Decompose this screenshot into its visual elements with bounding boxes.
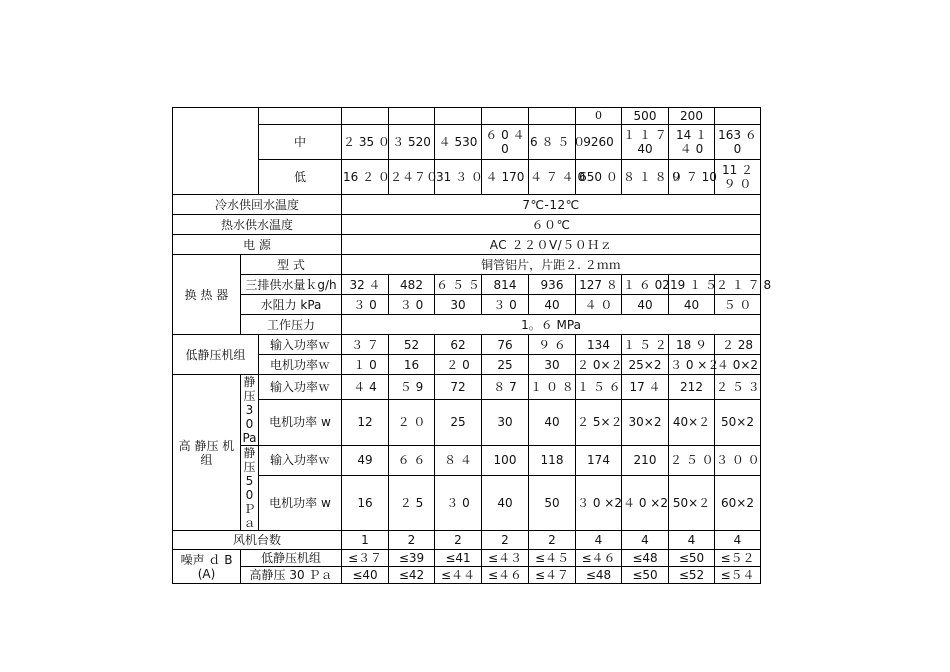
value-cell: [342, 108, 389, 125]
value-cell: ４ 170: [482, 160, 529, 195]
noise-low-label: 低静压机组: [241, 550, 342, 567]
value-cell: 32 ４: [342, 275, 389, 295]
high-static-30-input-row: [173, 375, 761, 400]
hs30-motor-label: 电机功率 w: [259, 399, 342, 445]
value-cell: ≤５２: [715, 550, 761, 567]
top-row-mid: [173, 125, 761, 160]
value-cell: ≤３７: [342, 550, 389, 567]
hs30-input-label: 输入功率ｗ: [259, 375, 342, 400]
value-cell: 40: [529, 295, 576, 315]
value-cell: ≤42: [389, 567, 435, 584]
fan-count-row: [173, 531, 761, 550]
hs50-motor-label: 电机功率 w: [259, 475, 342, 530]
value-cell: 100: [482, 446, 529, 476]
noise-low-row: [173, 550, 761, 567]
value-cell: ≤50: [622, 567, 669, 584]
value-cell: ≤40: [342, 567, 389, 584]
power-label: 电 源: [173, 235, 342, 255]
heat-exchanger-label: 换 热 器: [173, 255, 241, 335]
value-cell: 163 ６ 0: [715, 125, 761, 160]
value-cell: 9260: [576, 125, 622, 160]
value-cell: [529, 108, 576, 125]
value-cell: 6 ８ ５ ０: [529, 125, 576, 160]
low-static-label: 低静压机组: [173, 335, 259, 375]
value-cell: 650 ０: [576, 160, 622, 195]
top-row-0: [173, 108, 761, 125]
blank-cell: [259, 108, 342, 125]
value-cell: ≤４５: [529, 550, 576, 567]
value-cell: ≤52: [669, 567, 715, 584]
value-cell: ３ 0 ×2: [576, 475, 622, 530]
value-cell: 936: [529, 275, 576, 295]
hx-type-label: 型 式: [241, 255, 342, 275]
value-cell: 2: [529, 531, 576, 550]
value-cell: ９ ６: [529, 335, 576, 355]
value-cell: ２ ５ ３: [715, 375, 761, 400]
value-cell: [482, 108, 529, 125]
value-cell: ９ ７ 10: [669, 160, 715, 195]
high-static-50-motor-row: [173, 475, 761, 530]
value-cell: １ ６ 02: [622, 275, 669, 295]
value-cell: 16: [389, 355, 435, 375]
value-cell: ８ 7: [482, 375, 529, 400]
high-static-30-motor-row: [173, 399, 761, 445]
value-cell: 2: [389, 531, 435, 550]
value-cell: ２ 5: [389, 475, 435, 530]
high-static-label: 高 静压 机组: [173, 375, 241, 531]
value-cell: ≤41: [435, 550, 482, 567]
value-cell: 16 ２ ０: [342, 160, 389, 195]
value-cell: 14 １ ４ 0: [669, 125, 715, 160]
value-cell: 72: [435, 375, 482, 400]
value-cell: ≤48: [576, 567, 622, 584]
value-cell: ３ 0: [435, 475, 482, 530]
low-static-motor-row: [173, 355, 761, 375]
value-cell: ６ 0 ４ 0: [482, 125, 529, 160]
value-cell: 118: [529, 446, 576, 476]
value-cell: 40: [482, 475, 529, 530]
speed-mid-label: 中: [259, 125, 342, 160]
value-cell: ≤39: [389, 550, 435, 567]
hot-water-value: ６０℃: [342, 215, 761, 235]
speed-low-label: 低: [259, 160, 342, 195]
value-cell: ２ 0: [435, 355, 482, 375]
value-cell: 0: [576, 108, 622, 125]
chilled-water-label: 冷水供回水温度: [173, 195, 342, 215]
value-cell: 30: [435, 295, 482, 315]
low-static-input-row: [173, 335, 761, 355]
value-cell: 40: [622, 295, 669, 315]
value-cell: 174: [576, 446, 622, 476]
value-cell: 16: [342, 475, 389, 530]
static-30pa-label: 静压30 Pa: [242, 375, 257, 445]
value-cell: ２ 5×２: [576, 399, 622, 445]
value-cell: ≤４７: [529, 567, 576, 584]
value-cell: 50×2: [715, 399, 761, 445]
value-cell: 500: [622, 108, 669, 125]
value-cell: 30: [482, 399, 529, 445]
value-cell: 30×2: [622, 399, 669, 445]
value-cell: 40: [669, 295, 715, 315]
value-cell: ２４７０: [389, 160, 435, 195]
value-cell: 40×２: [669, 399, 715, 445]
value-cell: １ ５ ２: [622, 335, 669, 355]
value-cell: ５ 9: [389, 375, 435, 400]
value-cell: ４ ０: [576, 295, 622, 315]
value-cell: 60×2: [715, 475, 761, 530]
value-cell: 127 ８: [576, 275, 622, 295]
value-cell: 19 １ ５: [669, 275, 715, 295]
hx-resistance-label: 水阻力 kPa: [241, 295, 342, 315]
value-cell: 1: [342, 531, 389, 550]
value-cell: ２ ５ ０: [669, 446, 715, 476]
fan-count-label: 风机台数: [173, 531, 342, 550]
value-cell: ２ 28: [715, 335, 761, 355]
top-row-low: [173, 160, 761, 195]
hx-resistance-row: [173, 295, 761, 315]
value-cell: ２ ０: [389, 399, 435, 445]
value-cell: 52: [389, 335, 435, 355]
value-cell: 25: [435, 399, 482, 445]
value-cell: 2: [435, 531, 482, 550]
value-cell: 31 ３ ０: [435, 160, 482, 195]
value-cell: ≤48: [622, 550, 669, 567]
low-static-input-label: 输入功率ｗ: [259, 335, 342, 355]
noise-high-label: 高静压 30 Ｐａ: [241, 567, 342, 584]
value-cell: 814: [482, 275, 529, 295]
value-cell: [389, 108, 435, 125]
value-cell: 12: [342, 399, 389, 445]
value-cell: 62: [435, 335, 482, 355]
value-cell: 134: [576, 335, 622, 355]
value-cell: ４ 530: [435, 125, 482, 160]
value-cell: 18 ９: [669, 335, 715, 355]
value-cell: ２ 35 ０: [342, 125, 389, 160]
power-value: AC ２２０V/５０Ｈｚ: [342, 235, 761, 255]
value-cell: ３ 0: [482, 295, 529, 315]
hot-water-row: [173, 215, 761, 235]
spec-table: [172, 107, 772, 584]
value-cell: ３ ７: [342, 335, 389, 355]
value-cell: ２ 0×２: [576, 355, 622, 375]
value-cell: １ ０ ８: [529, 375, 576, 400]
value-cell: ≤４６: [576, 550, 622, 567]
hx-pressure-label: 工作压力: [241, 315, 342, 335]
value-cell: ４ 0×2: [715, 355, 761, 375]
value-cell: 4: [576, 531, 622, 550]
value-cell: ≤４６: [482, 567, 529, 584]
hx-type-value: 铜管铝片，片距２. ２ｍｍ: [342, 255, 761, 275]
hx-type-row: [173, 255, 761, 275]
value-cell: 2: [482, 531, 529, 550]
value-cell: 40: [529, 399, 576, 445]
value-cell: ３ 0: [389, 295, 435, 315]
chilled-water-value: 7℃-12℃: [342, 195, 761, 215]
value-cell: ５ ０: [715, 295, 761, 315]
blank-cell: [173, 108, 259, 195]
value-cell: ≤４３: [482, 550, 529, 567]
value-cell: 212: [669, 375, 715, 400]
value-cell: １ ５ ６: [576, 375, 622, 400]
value-cell: [715, 108, 761, 125]
value-cell: ６ ５ ５: [435, 275, 482, 295]
value-cell: ≤４４: [435, 567, 482, 584]
chilled-water-row: [173, 195, 761, 215]
value-cell: 4: [669, 531, 715, 550]
value-cell: 76: [482, 335, 529, 355]
static-50pa-label: 静压50 Ｐａ: [241, 446, 259, 531]
value-cell: 25×2: [622, 355, 669, 375]
value-cell: 50: [529, 475, 576, 530]
value-cell: 482: [389, 275, 435, 295]
value-cell: ６ ６: [389, 446, 435, 476]
value-cell: 4: [622, 531, 669, 550]
value-cell: ≤50: [669, 550, 715, 567]
power-row: [173, 235, 761, 255]
value-cell: ３ 0 ×２: [669, 355, 715, 375]
value-cell: 210: [622, 446, 669, 476]
low-static-motor-label: 电机功率ｗ: [259, 355, 342, 375]
hx-pressure-row: [173, 315, 761, 335]
value-cell: 11 ２ ９ ０: [715, 160, 761, 195]
value-cell: ４ 0 ×2: [622, 475, 669, 530]
value-cell: ≤５４: [715, 567, 761, 584]
high-static-50-input-row: [173, 446, 761, 476]
value-cell: [435, 108, 482, 125]
value-cell: １ 0: [342, 355, 389, 375]
value-cell: 200: [669, 108, 715, 125]
value-cell: 50×２: [669, 475, 715, 530]
value-cell: ４ ７ ４ 0: [529, 160, 576, 195]
value-cell: 4: [715, 531, 761, 550]
hx-pressure-value: 1。６ MPa: [342, 315, 761, 335]
hx-water-label: 三排供水量ｋg/h: [241, 275, 342, 295]
value-cell: ４ 4: [342, 375, 389, 400]
hs50-input-label: 输入功率ｗ: [259, 446, 342, 476]
noise-label: 噪声 ｄ B(A): [173, 550, 241, 584]
value-cell: ２ １ ７ 8: [715, 275, 761, 295]
value-cell: ３ ０ ０: [715, 446, 761, 476]
value-cell: 17 ４: [622, 375, 669, 400]
value-cell: １ １ ７ 40: [622, 125, 669, 160]
value-cell: 30: [529, 355, 576, 375]
value-cell: 25: [482, 355, 529, 375]
value-cell: ３ 0: [342, 295, 389, 315]
value-cell: ８ ４: [435, 446, 482, 476]
value-cell: 49: [342, 446, 389, 476]
value-cell: ８ １ ８ ０: [622, 160, 669, 195]
noise-high-row: [173, 567, 761, 584]
hot-water-label: 热水供水温度: [173, 215, 342, 235]
hx-water-row: [173, 275, 761, 295]
value-cell: ３ 520: [389, 125, 435, 160]
